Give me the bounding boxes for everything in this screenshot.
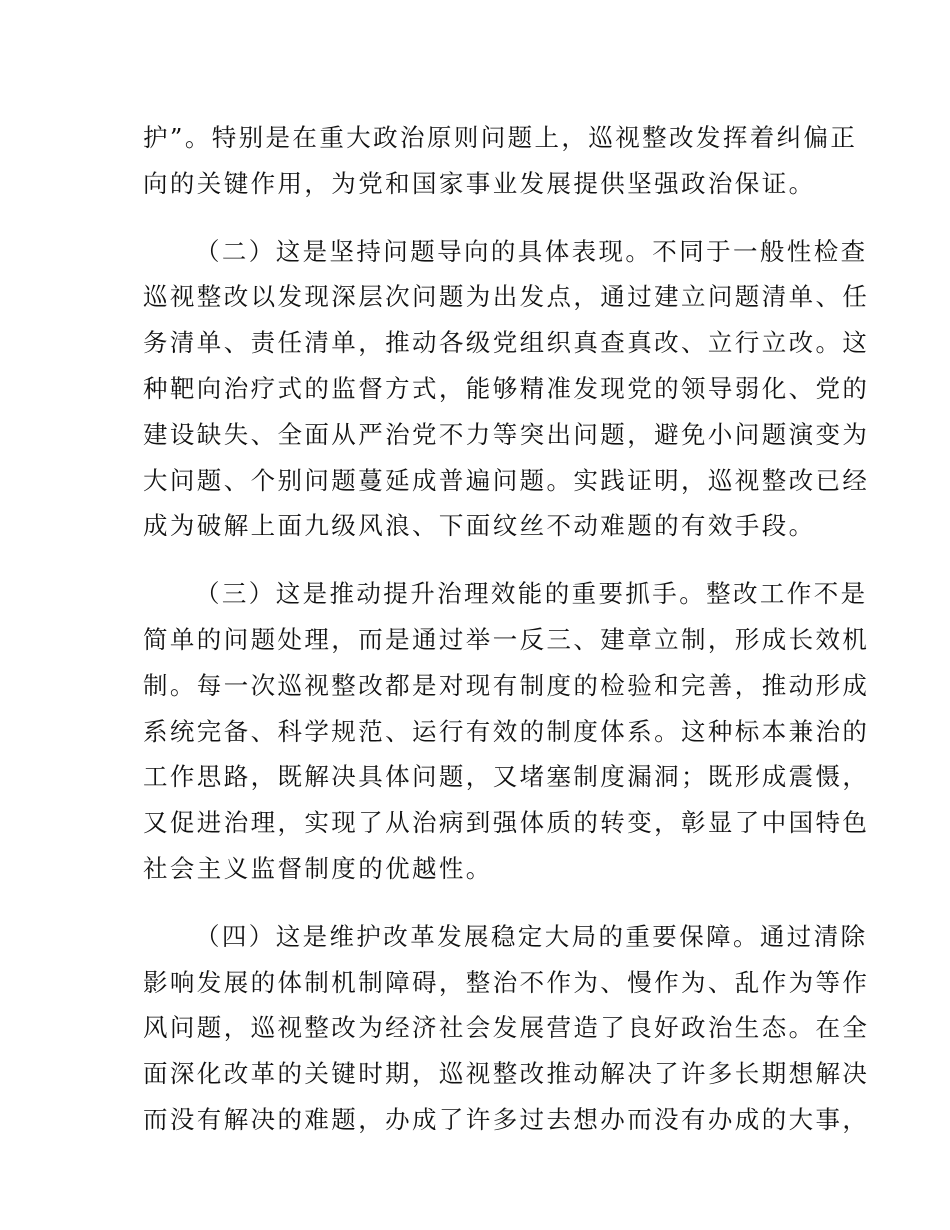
text-line: 简单的问题处理，而是通过举一反三、建章立制，形成长效机	[143, 624, 870, 654]
text-line: 建设缺失、全面从严治党不力等突出问题，避免小问题演变为	[143, 419, 870, 449]
text-line: 种靶向治疗式的监督方式，能够精准发现党的领导弱化、党的	[143, 373, 870, 403]
text-line: 大问题、个别问题蔓延成普遍问题。实践证明，巡视整改已经	[143, 465, 870, 495]
text-line: 向的关键作用，为党和国家事业发展提供坚强政治保证。	[143, 168, 816, 198]
text-line: 风问题，巡视整改为经济社会发展营造了良好政治生态。在全	[143, 1013, 870, 1043]
text-line: 影响发展的体制机制障碍，整治不作为、慢作为、乱作为等作	[143, 967, 870, 997]
text-line: （二）这是坚持问题导向的具体表现。不同于一般性检查	[195, 236, 868, 266]
paragraph-continued	[143, 115, 858, 207]
paragraph-reform-stability	[143, 914, 870, 1143]
text-line: 系统完备、科学规范、运行有效的制度体系。这种标本兼治的	[143, 716, 870, 746]
text-line: 社会主义监督制度的优越性。	[143, 853, 493, 883]
paragraph-governance-efficiency	[143, 571, 870, 892]
document-body	[143, 115, 870, 1143]
text-line: （四）这是维护改革发展稳定大局的重要保障。通过清除	[195, 921, 868, 951]
text-line: 而没有解决的难题，办成了许多过去想办而没有办成的大事，	[143, 1104, 870, 1134]
text-line: 制。每一次巡视整改都是对现有制度的检验和完善，推动形成	[143, 670, 870, 700]
text-line: （三）这是推动提升治理效能的重要抓手。整改工作不是	[195, 579, 868, 609]
text-line: 成为破解上面九级风浪、下面纹丝不动难题的有效手段。	[143, 511, 816, 541]
text-line: 护”。特别是在重大政治原则问题上，巡视整改发挥着纠偏正	[143, 123, 858, 152]
text-line: 工作思路，既解决具体问题，又堵塞制度漏洞；既形成震慑，	[143, 762, 870, 792]
text-line: 务清单、责任清单，推动各级党组织真查真改、立行立改。这	[143, 328, 870, 358]
text-line: 面深化改革的关键时期，巡视整改推动解决了许多长期想解决	[143, 1059, 870, 1089]
text-line: 巡视整改以发现深层次问题为出发点，通过建立问题清单、任	[143, 282, 870, 312]
paragraph-problem-orientation	[143, 229, 870, 550]
text-line: 又促进治理，实现了从治病到强体质的转变，彰显了中国特色	[143, 808, 870, 838]
